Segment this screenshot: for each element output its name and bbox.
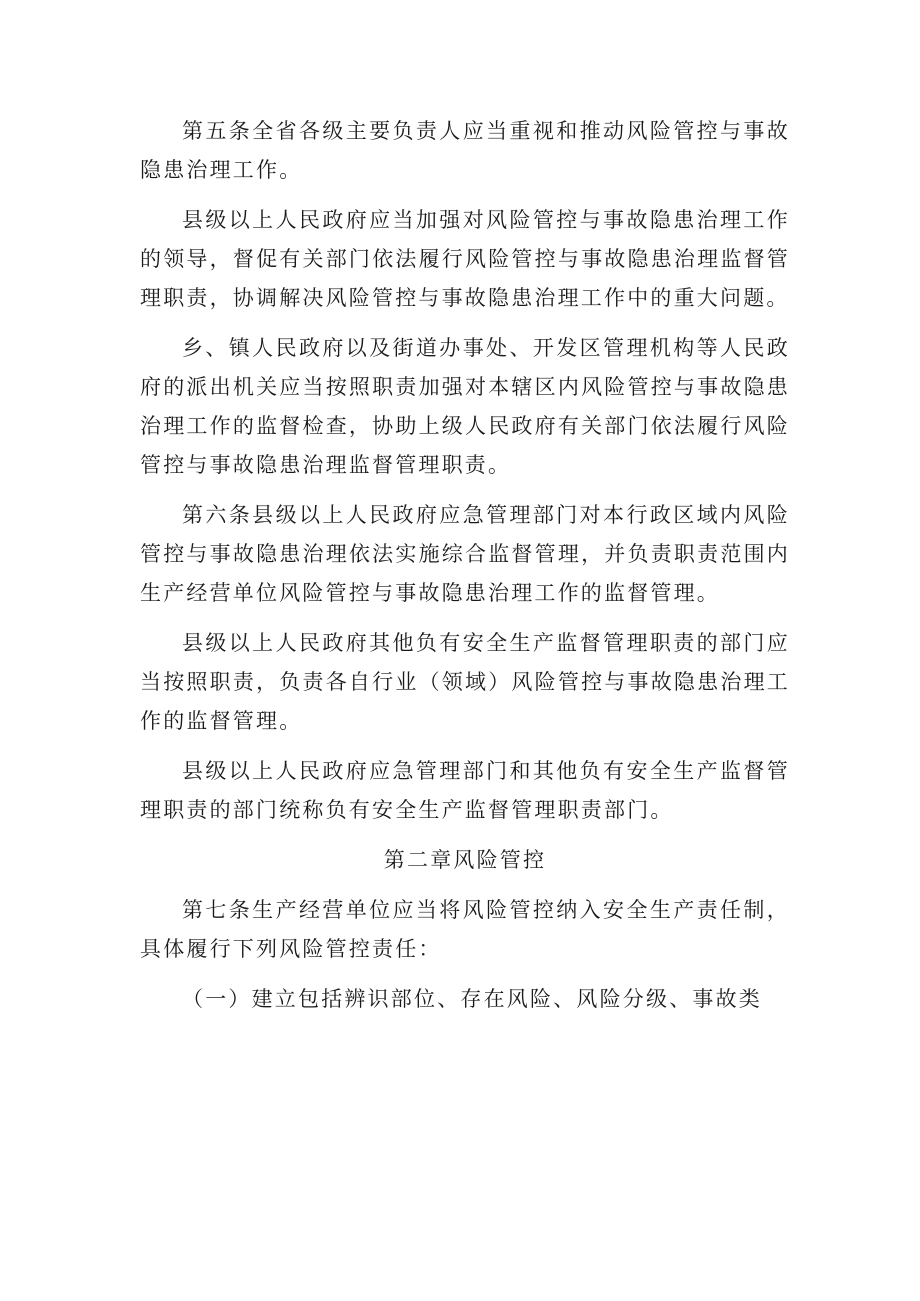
list-item-1: （一）建立包括辨识部位、存在风险、风险分级、事故类 (182, 987, 762, 1011)
paragraph-county-government: 县级以上人民政府应当加强对风险管控与事故隐患治理工作的领导，督促有关部门依法履行风险管控与事故隐患治理监督管理职责，协调解决风险管控与事故隐患治理工作中的重大问题。 (140, 208, 790, 310)
paragraph-collective-name: 县级以上人民政府应急管理部门和其他负有安全生产监督管理职责的部门统称负有安全生产监督管理职责部门。 (140, 759, 790, 822)
paragraph-other-departments: 县级以上人民政府其他负有安全生产监督管理职责的部门应当按照职责，负责各自行业（领域）风险管控与事故隐患治理工作的监督管理。 (140, 631, 790, 733)
chapter-heading: 第二章风险管控 (383, 848, 547, 872)
paragraph-article-5: 第五条全省各级主要负责人应当重视和推动风险管控与事故隐患治理工作。 (140, 119, 790, 182)
paragraph-article-6: 第六条县级以上人民政府应急管理部门对本行政区域内风险管控与事故隐患治理依法实施综合监督管理，并负责职责范围内生产经营单位风险管控与事故隐患治理工作的监督管理。 (140, 503, 790, 605)
document-body (140, 112, 790, 1019)
paragraph-township-government: 乡、镇人民政府以及街道办事处、开发区管理机构等人民政府的派出机关应当按照职责加强对本辖区内风险管控与事故隐患治理工作的监督检查，协助上级人民政府有关部门依法履行风险管控与事故隐患治理监督管理职责。 (140, 336, 790, 477)
paragraph-article-7: 第七条生产经营单位应当将风险管控纳入安全生产责任制，具体履行下列风险管控责任： (140, 898, 790, 961)
